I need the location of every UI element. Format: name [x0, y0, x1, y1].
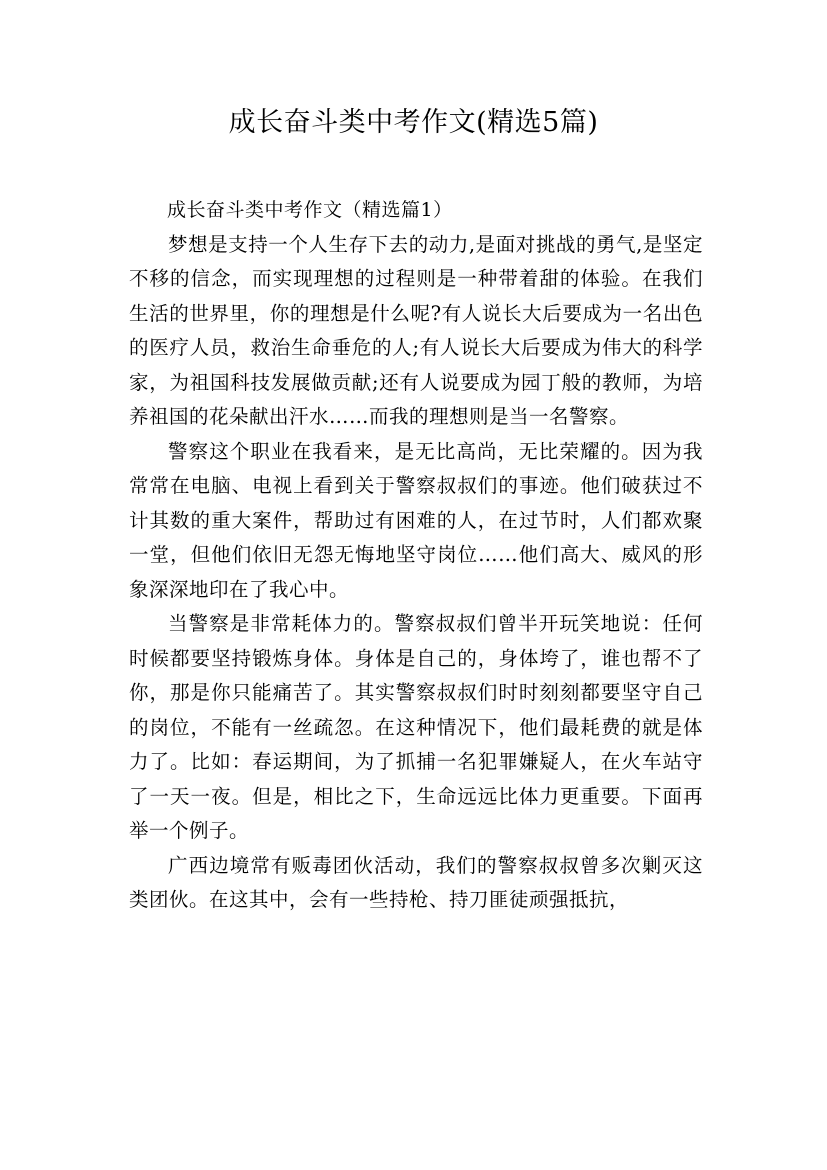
paragraph-4: 广西边境常有贩毒团伙活动，我们的警察叔叔曾多次剿灭这类团伙。在这其中，会有一些持枪、持刀匪徒顽强抵抗， [129, 853, 703, 911]
document-body [129, 193, 703, 918]
paragraph-3: 当警察是非常耗体力的。警察叔叔们曾半开玩笑地说：任何时候都要坚持锻炼身体。身体是自己的，身体垮了，谁也帮不了你，那是你只能痛苦了。其实警察叔叔们时时刻刻都要坚守自己的岗位，不能有一丝疏忽。在这种情况下，他们最耗费的就是体力了。比如：春运期间，为了抓捕一名犯罪嫌疑人，在火车站守了一天一夜。但是，相比之下，生命远远比体力更重要。下面再举一个例子。 [129, 612, 703, 842]
paragraph-1: 梦想是支持一个人生存下去的动力,是面对挑战的勇气,是坚定不移的信念，而实现理想的过程则是一种带着甜的体验。在我们生活的世界里，你的理想是什么呢?有人说长大后要成为一名出色的医疗人员，救治生命垂危的人;有人说长大后要成为伟大的科学家，为祖国科技发展做贡献;还有人说要成为园丁般的教师，为培养祖国的花朵献出汗水……而我的理想则是当一名警察。 [129, 232, 703, 428]
document-title: 成长奋斗类中考作文(精选5篇) [228, 107, 599, 138]
section-heading: 成长奋斗类中考作文（精选篇1） [167, 199, 453, 221]
paragraph-2: 警察这个职业在我看来，是无比高尚，无比荣耀的。因为我常常在电脑、电视上看到关于警察叔叔们的事迹。他们破获过不计其数的重大案件，帮助过有困难的人，在过节时，人们都欢聚一堂，但他们依旧无怨无悔地坚守岗位……他们高大、威风的形象深深地印在了我心中。 [129, 439, 703, 601]
